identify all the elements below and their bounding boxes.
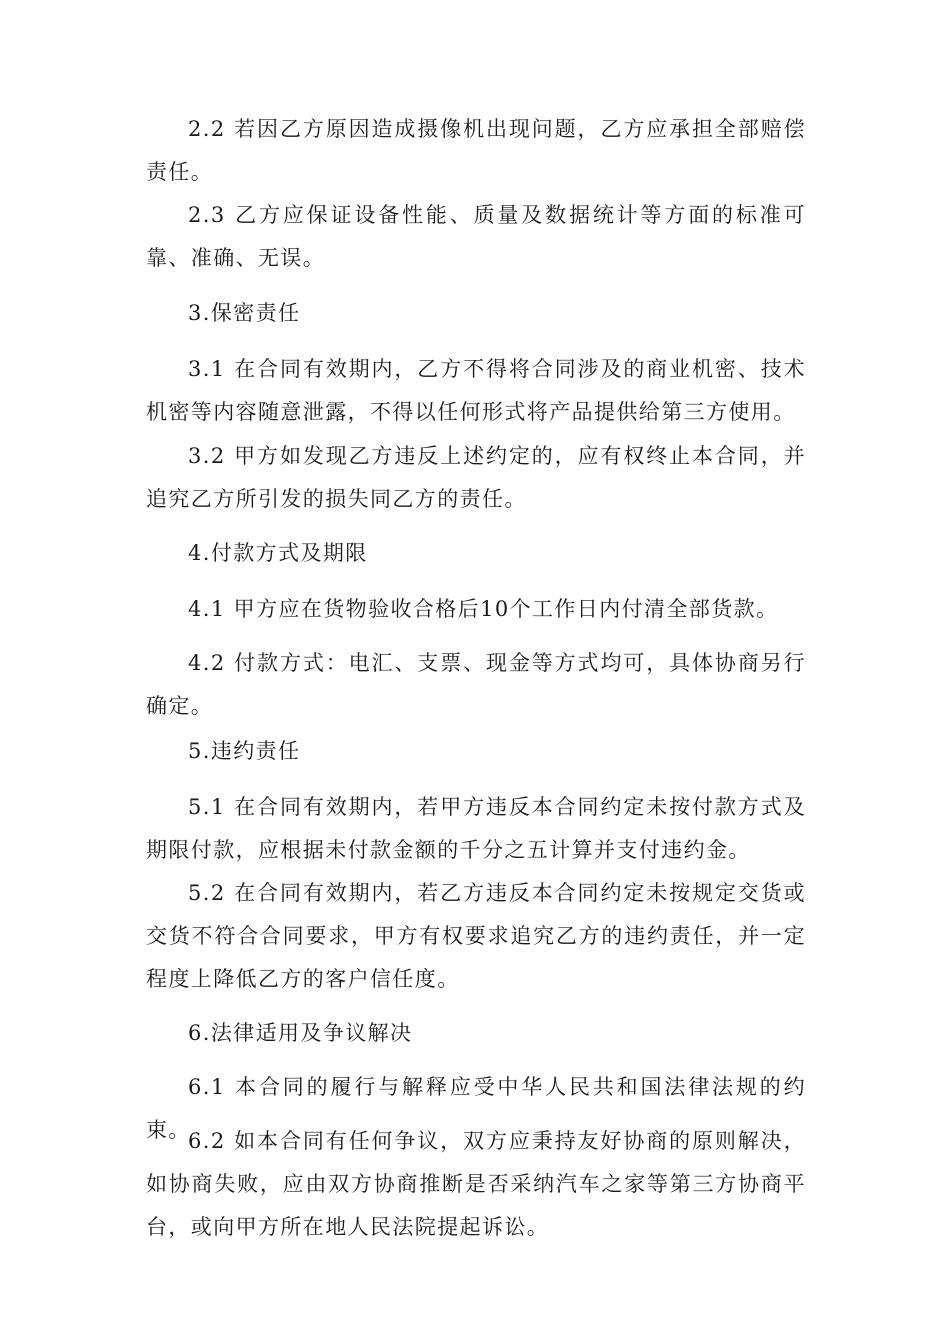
clause-2-3: 2.3 乙方应保证设备性能、质量及数据统计等方面的标准可靠、准确、无误。 [146,203,806,270]
section-heading-6: 6.法律适用及争议解决 [188,1021,413,1045]
clause-3-2: 3.2 甲方如发现乙方违反上述约定的，应有权终止本合同，并追究乙方所引发的损失同乙方的责任。 [146,444,806,511]
section-heading-3: 3.保密责任 [188,301,301,325]
clause-5-2: 5.2 在合同有效期内，若乙方违反本合同约定未按规定交货或交货不符合合同要求，甲方有权要求追究乙方的违约责任，并一定程度上降低乙方的客户信任度。 [146,881,806,991]
clause-4-2: 4.2 付款方式：电汇、支票、现金等方式均可，具体协商另行确定。 [146,651,806,718]
clause-5-1: 5.1 在合同有效期内，若甲方违反本合同约定未按付款方式及期限付款，应根据未付款金额的千分之五计算并支付违约金。 [146,795,806,862]
clause-6-2: 6.2 如本合同有任何争议，双方应秉持友好协商的原则解决，如协商失败，应由双方协商推断是否采纳汽车之家等第三方协商平台，或向甲方所在地人民法院提起诉讼。 [146,1129,806,1239]
clause-3-1: 3.1 在合同有效期内，乙方不得将合同涉及的商业机密、技术机密等内容随意泄露，不得以任何形式将产品提供给第三方使用。 [146,357,806,424]
section-heading-5: 5.违约责任 [188,739,301,763]
clause-2-2: 2.2 若因乙方原因造成摄像机出现问题，乙方应承担全部赔偿责任。 [146,117,806,184]
section-heading-4: 4.付款方式及期限 [188,541,368,565]
clause-4-1: 4.1 甲方应在货物验收合格后10个工作日内付清全部货款。 [188,597,779,621]
clause-6-1: 6.1 本合同的履行与解释应受中华人民共和国法律法规的约束。 [146,1075,806,1142]
